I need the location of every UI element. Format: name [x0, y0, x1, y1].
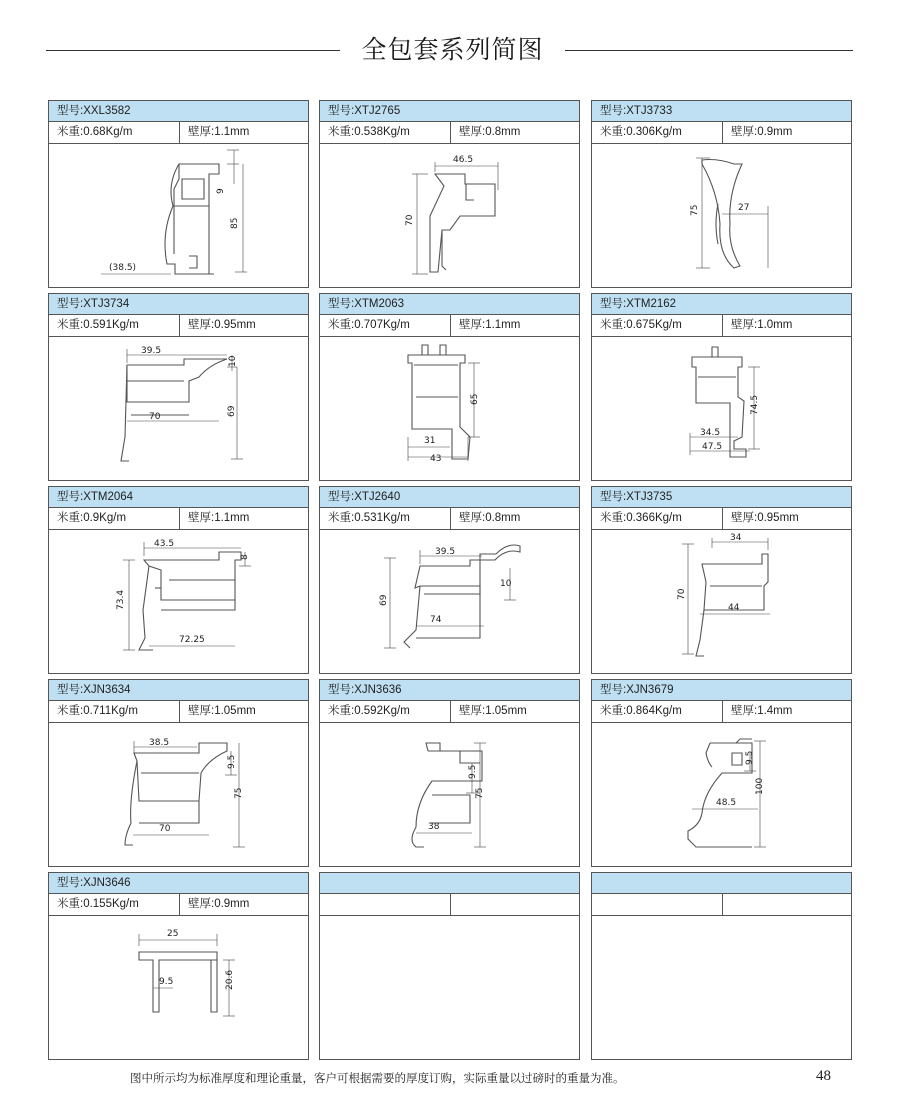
dimension-label: 75 [234, 787, 244, 799]
profile-outline [121, 365, 129, 461]
thickness-label: 壁厚:0.95mm [731, 512, 799, 524]
spec-row [320, 508, 579, 530]
profile-outline [404, 586, 420, 648]
dimension-label: 70 [149, 412, 161, 422]
thickness-label: 壁厚:0.8mm [459, 126, 521, 138]
model-label: 型号:XTJ2765 [320, 101, 579, 122]
thickness-label: 壁厚:0.9mm [731, 126, 793, 138]
dimension-label: 47.5 [702, 442, 723, 452]
weight-label: 米重:0.531Kg/m [328, 512, 410, 524]
thickness-label: 壁厚:0.9mm [188, 898, 250, 910]
spec-divider [450, 701, 451, 722]
profile-outline [460, 751, 480, 763]
dimension-label: 9.5 [468, 764, 478, 779]
weight-label: 米重:0.366Kg/m [600, 512, 682, 524]
profile-card [319, 679, 580, 867]
spec-row [320, 701, 579, 723]
profile-drawing [592, 723, 851, 866]
model-label: 型号:XJN3679 [592, 680, 851, 701]
model-label: 型号:XTM2063 [320, 294, 579, 315]
dimension-label: 9.5 [227, 754, 237, 769]
profile-drawing [320, 144, 579, 287]
dimension-label: 70 [677, 588, 687, 600]
profile-drawing [49, 530, 308, 673]
dimension-label: 69 [227, 405, 237, 417]
profile-outline [426, 743, 440, 751]
thickness-label: 壁厚:1.1mm [459, 319, 521, 331]
profile-drawing [320, 916, 579, 1059]
profile-outline [182, 179, 204, 199]
spec-row [320, 894, 579, 916]
profile-drawing [592, 337, 851, 480]
dimension-label: 34.5 [700, 428, 721, 438]
dimension-label: 70 [405, 214, 415, 226]
model-label: 型号:XJN3636 [320, 680, 579, 701]
dimension-label: 9.5 [745, 750, 755, 765]
thickness-label: 壁厚:1.1mm [188, 512, 250, 524]
spec-divider [450, 122, 451, 143]
thickness-label: 壁厚:1.05mm [459, 705, 527, 717]
weight-label: 米重:0.675Kg/m [600, 319, 682, 331]
spec-row [592, 315, 851, 337]
profile-card [591, 679, 852, 867]
dimension-label: 73.4 [116, 589, 126, 610]
profile-outline [702, 554, 768, 610]
dimension-label: 70 [159, 824, 171, 834]
profile-outline [408, 355, 470, 459]
profile-outline [712, 347, 718, 357]
weight-label: 米重:0.864Kg/m [600, 705, 682, 717]
profile-outline [422, 345, 428, 355]
dimension-label: 75 [475, 787, 485, 799]
model-label: 型号:XTJ3734 [49, 294, 308, 315]
weight-label: 米重:0.538Kg/m [328, 126, 410, 138]
profile-outline [440, 345, 446, 355]
spec-row [320, 315, 579, 337]
dimension-label: 46.5 [453, 155, 474, 165]
thickness-label: 壁厚:1.1mm [188, 126, 250, 138]
profile-outline [134, 743, 227, 801]
profile-card [591, 486, 852, 674]
dimension-label: 27 [738, 203, 750, 213]
model-label: 型号:XTM2064 [49, 487, 308, 508]
model-label: 型号:XJN3634 [49, 680, 308, 701]
profile-drawing [320, 530, 579, 673]
weight-label: 米重:0.306Kg/m [600, 126, 682, 138]
dimension-label: 100 [755, 777, 765, 795]
model-label: 型号:XXL3582 [49, 101, 308, 122]
weight-label: 米重:0.711Kg/m [57, 705, 138, 717]
profile-card [48, 486, 309, 674]
profile-outline [716, 204, 718, 244]
dimension-label: 74 [430, 615, 442, 625]
profile-card [48, 293, 309, 481]
dimension-label: 69 [379, 594, 389, 606]
dimension-label: 25 [167, 929, 179, 939]
model-label: 型号:XTJ2640 [320, 487, 579, 508]
profile-outline [732, 753, 742, 765]
spec-divider [722, 508, 723, 529]
spec-divider [450, 894, 451, 915]
profile-outline [736, 739, 752, 743]
dimension-label: 38.5 [149, 738, 170, 748]
weight-label: 米重:0.68Kg/m [57, 126, 133, 138]
dimension-label: 43.5 [154, 539, 175, 549]
profile-outline [442, 230, 446, 270]
footnote: 图中所示均为标准厚度和理论重量，客户可根据需要的厚度订购，实际重量以过磅时的重量为准。 [130, 1071, 625, 1085]
thickness-label: 壁厚:0.95mm [188, 319, 256, 331]
spec-row [49, 701, 308, 723]
spec-row [320, 122, 579, 144]
profile-outline [139, 801, 199, 823]
title-rule-right [565, 50, 853, 51]
spec-divider [722, 315, 723, 336]
thickness-label: 壁厚:1.05mm [188, 705, 256, 717]
thickness-label: 壁厚:0.8mm [459, 512, 521, 524]
profile-drawing [49, 337, 308, 480]
dimension-label: 34 [730, 533, 742, 543]
title-rule-left [46, 50, 340, 51]
dimension-label: 10 [228, 355, 238, 367]
dimension-label: 75 [690, 204, 700, 216]
profile-drawing [592, 530, 851, 673]
dimension-label: 38 [428, 822, 440, 832]
profile-outline [466, 184, 474, 200]
model-label [320, 873, 579, 894]
dimension-label: 74.5 [750, 394, 760, 415]
profile-outline [139, 566, 153, 650]
dimension-label: 20.6 [225, 969, 235, 990]
model-label: 型号:XJN3646 [49, 873, 308, 894]
profile-drawing [592, 916, 851, 1059]
profile-card [48, 872, 309, 1060]
spec-divider [450, 315, 451, 336]
dimension-label: 72.25 [179, 635, 205, 645]
profile-outline [189, 256, 197, 268]
dimension-label: 43 [430, 454, 442, 464]
profile-outline [165, 164, 214, 274]
dimension-label: 65 [470, 393, 480, 405]
profile-outline [139, 952, 217, 1012]
model-label: 型号:XTJ3735 [592, 487, 851, 508]
spec-divider [722, 894, 723, 915]
spec-row [592, 701, 851, 723]
profile-drawing [49, 723, 308, 866]
spec-row [49, 122, 308, 144]
dimension-label: 8 [240, 554, 250, 560]
profile-outline [696, 610, 704, 656]
weight-label: 米重:0.9Kg/m [57, 512, 127, 524]
profile-card [319, 486, 580, 674]
weight-label: 米重:0.592Kg/m [328, 705, 410, 717]
thickness-label: 壁厚:1.0mm [731, 319, 793, 331]
weight-label: 米重:0.155Kg/m [57, 898, 139, 910]
dimension-label: 10 [500, 579, 512, 589]
profile-card [48, 100, 309, 288]
profile-outline [424, 586, 480, 594]
spec-row [592, 508, 851, 530]
spec-divider [179, 315, 180, 336]
profile-card [319, 293, 580, 481]
profile-drawing [592, 144, 851, 287]
model-label: 型号:XTM2162 [592, 294, 851, 315]
profile-drawing [49, 144, 308, 287]
dimension-label: 39.5 [435, 547, 456, 557]
thickness-label: 壁厚:1.4mm [731, 705, 793, 717]
profile-outline [211, 960, 217, 1012]
dimension-label: 48.5 [716, 798, 737, 808]
model-label [592, 873, 851, 894]
dimension-label: 85 [230, 217, 240, 229]
profile-outline [430, 174, 495, 272]
profile-outline [161, 600, 235, 610]
spec-divider [450, 508, 451, 529]
profile-card [48, 679, 309, 867]
profile-card [591, 293, 852, 481]
spec-row [592, 122, 851, 144]
profile-card [591, 100, 852, 288]
weight-label: 米重:0.591Kg/m [57, 319, 139, 331]
profile-outline [430, 795, 470, 823]
profile-outline [125, 761, 137, 845]
spec-divider [179, 701, 180, 722]
dimension-label: 44 [728, 603, 740, 613]
spec-divider [722, 701, 723, 722]
model-label: 型号:XTJ3733 [592, 101, 851, 122]
profile-card [591, 872, 852, 1060]
dimension-label: 39.5 [141, 346, 162, 356]
spec-divider [179, 508, 180, 529]
dimension-label: 9 [216, 188, 226, 194]
spec-row [49, 315, 308, 337]
weight-label: 米重:0.707Kg/m [328, 319, 410, 331]
spec-row [592, 894, 851, 916]
spec-row [49, 894, 308, 916]
profile-drawing [320, 723, 579, 866]
profile-card [319, 100, 580, 288]
profile-outline [144, 552, 241, 600]
profile-outline [174, 164, 219, 206]
profile-drawing [320, 337, 579, 480]
page-title: 全包套系列简图 [361, 35, 544, 64]
spec-divider [722, 122, 723, 143]
page-number: 48 [816, 1068, 831, 1084]
profile-card [319, 872, 580, 1060]
spec-divider [179, 894, 180, 915]
dimension-label: (38.5) [109, 263, 137, 273]
dimension-label: 9.5 [159, 977, 174, 987]
profile-drawing [49, 916, 308, 1059]
spec-row [49, 508, 308, 530]
title-row [40, 28, 860, 72]
profile-outline [706, 743, 712, 767]
dimension-label: 31 [424, 436, 436, 446]
spec-divider [179, 122, 180, 143]
